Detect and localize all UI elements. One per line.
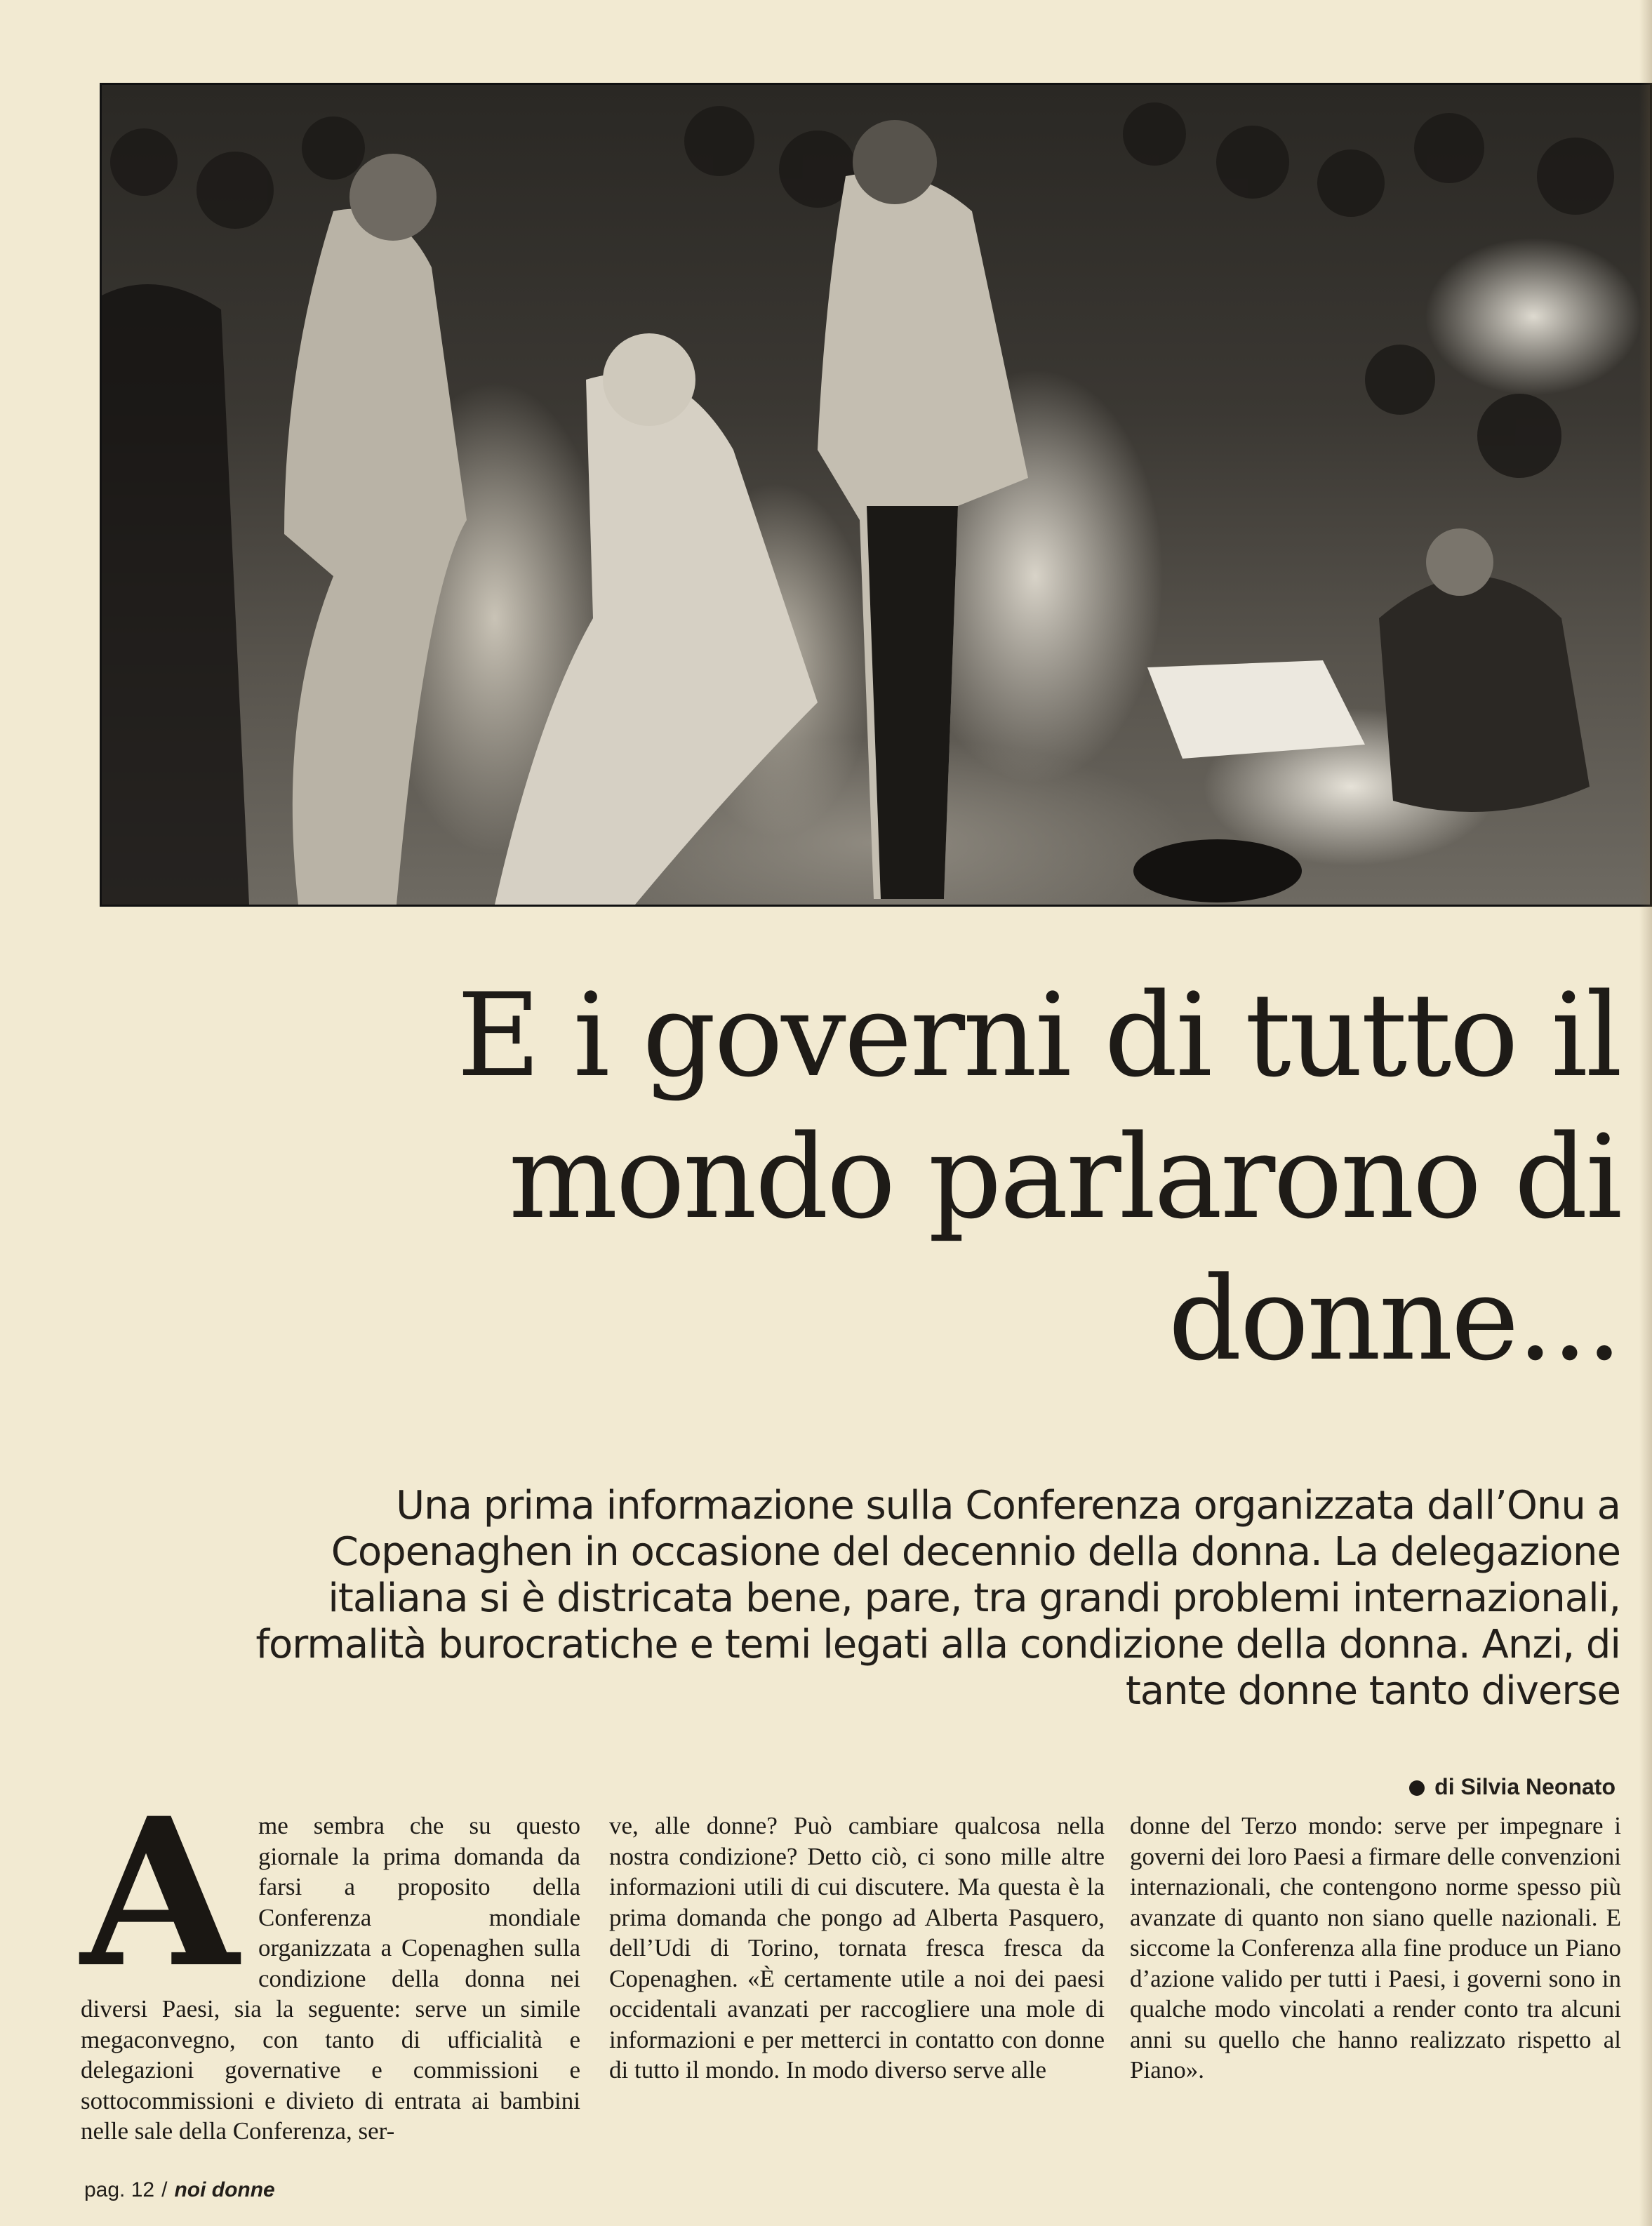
article-column-3: donne del Terzo mondo: serve per impegnare i governi dei loro Paesi a firmare delle convenzioni internazionali, che contengono norme spesso più avanzate di quanto non siano quelle nazionali. E siccome la Conferenza alla fine produce un Piano d’azione valido per tutti i Paesi, i governi sono in qualche modo vincolati a render conto tra alcuni anni su quello che hanno realizzato rispetto al Piano». bbox=[1130, 1812, 1621, 2084]
footer-separator: / bbox=[161, 2178, 168, 2201]
article-photo bbox=[100, 83, 1652, 907]
page-gutter-shadow bbox=[1639, 0, 1652, 2226]
page-number: pag. 12 bbox=[84, 2178, 155, 2201]
article-column-1 bbox=[81, 1774, 580, 2147]
column-1-text: me sembra che su questo giornale la prima domanda da farsi a proposito della Conferenza mondiale organizzata a Copenaghen sulla condizione della donna nei diversi Paesi, sia la seguente: serve un simile megaconvegno, con tanto di ufficialità e delegazioni governative e commissioni e sottocommissioni e divieto di entrata ai bambini nelle sale della Conferenza, ser- bbox=[81, 1812, 580, 2145]
article-byline bbox=[1409, 1774, 1616, 1800]
article-column-2: ve, alle donne? Può cambiare qualcosa nella nostra condizione? Detto ciò, ci sono mille altre informazioni utili di cui discutere. Ma questa è la prima domanda che pongo ad Alberta Pasquero, dell’Udi di Torino, tornata fresca fresca da Copenaghen. «È certamente utile a noi dei paesi occidentali avanzati per raccogliere una mole di informazioni e per metterci in contatto con donne di tutto il mondo. In modo diverso serve alle bbox=[609, 1812, 1105, 2084]
page-footer bbox=[84, 2178, 275, 2202]
magazine-name: noi donne bbox=[174, 2178, 275, 2201]
drop-cap: A bbox=[81, 1774, 239, 2013]
article-headline: E i governi di tutto il mondo parlarono di donne... bbox=[456, 968, 1620, 1386]
byline-text: di Silvia Neonato bbox=[1434, 1774, 1616, 1799]
article-subhead: Una prima informazione sulla Conferenza organizzata dall’Onu a Copenaghen in occasione del decennio della donna. La delegazione italiana si è districata bene, pare, tra grandi problemi internazionali, formalità burocratiche e temi legati alla condizione della donna. Anzi, di tante donne tanto diverse bbox=[255, 1483, 1620, 1714]
photo-protest-crowd bbox=[102, 85, 1650, 905]
bullet-icon bbox=[1409, 1780, 1425, 1796]
